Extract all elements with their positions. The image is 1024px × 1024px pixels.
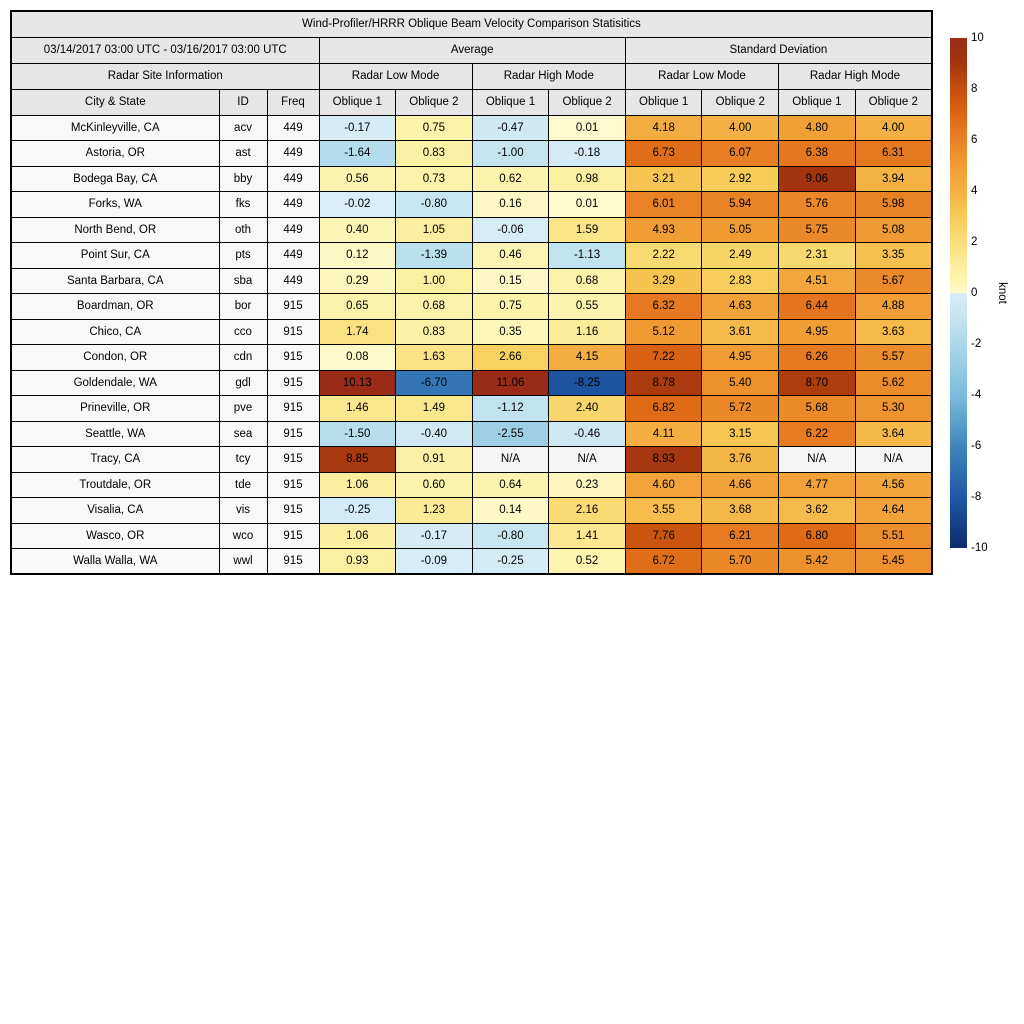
value-cell: 0.83: [396, 319, 473, 345]
table-row: [11, 421, 932, 447]
table-row: [11, 294, 932, 320]
value-cell: 4.60: [625, 472, 702, 498]
value-cell: 3.63: [855, 319, 932, 345]
value-cell: 6.31: [855, 141, 932, 167]
value-cell: 5.08: [855, 217, 932, 243]
table-row: [11, 472, 932, 498]
value-cell: 0.35: [472, 319, 549, 345]
value-cell: 4.80: [779, 115, 856, 141]
mode-header-row: [11, 63, 932, 89]
col-header-id: ID: [219, 89, 267, 115]
city-state-cell: Forks, WA: [11, 192, 219, 218]
value-cell: 0.01: [549, 115, 626, 141]
freq-cell: 915: [267, 319, 319, 345]
colorbar-gradient: [950, 38, 967, 548]
value-cell: 4.77: [779, 472, 856, 498]
table-row: [11, 523, 932, 549]
average-group-header: Average: [319, 37, 625, 63]
value-cell: 3.61: [702, 319, 779, 345]
city-state-cell: Wasco, OR: [11, 523, 219, 549]
value-cell: 0.46: [472, 243, 549, 269]
freq-cell: 915: [267, 523, 319, 549]
value-cell: 6.73: [625, 141, 702, 167]
site-id-cell: bby: [219, 166, 267, 192]
site-id-cell: ast: [219, 141, 267, 167]
site-id-cell: vis: [219, 498, 267, 524]
value-cell: 3.29: [625, 268, 702, 294]
mode-header-high: Radar High Mode: [779, 63, 932, 89]
value-cell: 4.63: [702, 294, 779, 320]
value-cell: 6.80: [779, 523, 856, 549]
value-cell: -1.12: [472, 396, 549, 422]
value-cell: 5.42: [779, 549, 856, 575]
table-row: [11, 345, 932, 371]
freq-cell: 915: [267, 370, 319, 396]
value-cell: 5.40: [702, 370, 779, 396]
value-cell: 8.78: [625, 370, 702, 396]
value-cell: 2.66: [472, 345, 549, 371]
value-cell: 2.92: [702, 166, 779, 192]
value-cell: -0.09: [396, 549, 473, 575]
value-cell: 0.12: [319, 243, 396, 269]
freq-cell: 449: [267, 217, 319, 243]
table-row: [11, 319, 932, 345]
value-cell: 5.94: [702, 192, 779, 218]
value-cell: -8.25: [549, 370, 626, 396]
value-cell: 7.22: [625, 345, 702, 371]
colorbar-tick-label: 6: [971, 133, 978, 146]
freq-cell: 915: [267, 396, 319, 422]
value-cell: 5.72: [702, 396, 779, 422]
freq-cell: 449: [267, 243, 319, 269]
value-cell: 0.93: [319, 549, 396, 575]
table-row: [11, 141, 932, 167]
value-cell: -2.55: [472, 421, 549, 447]
col-header-freq: Freq: [267, 89, 319, 115]
value-cell: 1.49: [396, 396, 473, 422]
city-state-cell: Visalia, CA: [11, 498, 219, 524]
site-id-cell: bor: [219, 294, 267, 320]
value-cell: 4.11: [625, 421, 702, 447]
date-range-label: 03/14/2017 03:00 UTC - 03/16/2017 03:00 UTC: [11, 37, 319, 63]
value-cell: 3.55: [625, 498, 702, 524]
colorbar-tick-label: -10: [971, 541, 988, 554]
city-state-cell: Santa Barbara, CA: [11, 268, 219, 294]
oblique-header-1: Oblique 1: [319, 89, 396, 115]
oblique-header-2: Oblique 2: [549, 89, 626, 115]
site-id-cell: wco: [219, 523, 267, 549]
city-state-cell: Boardman, OR: [11, 294, 219, 320]
value-cell: 0.75: [396, 115, 473, 141]
value-cell: 5.70: [702, 549, 779, 575]
value-cell: 3.62: [779, 498, 856, 524]
oblique-header-2: Oblique 2: [396, 89, 473, 115]
colorbar: [950, 31, 1024, 554]
value-cell: 4.64: [855, 498, 932, 524]
colorbar-tick-label: 2: [971, 235, 978, 248]
site-id-cell: gdl: [219, 370, 267, 396]
value-cell: 4.66: [702, 472, 779, 498]
value-cell: 3.35: [855, 243, 932, 269]
value-cell: 5.75: [779, 217, 856, 243]
value-cell: 4.00: [702, 115, 779, 141]
value-cell: 3.21: [625, 166, 702, 192]
freq-cell: 449: [267, 166, 319, 192]
oblique-header-1: Oblique 1: [472, 89, 549, 115]
value-cell: 5.51: [855, 523, 932, 549]
freq-cell: 915: [267, 447, 319, 473]
value-cell: -0.46: [549, 421, 626, 447]
value-cell: 0.56: [319, 166, 396, 192]
site-id-cell: oth: [219, 217, 267, 243]
value-cell: 0.08: [319, 345, 396, 371]
city-state-cell: Goldendale, WA: [11, 370, 219, 396]
colorbar-tick-label: 10: [971, 31, 984, 44]
value-cell: 0.29: [319, 268, 396, 294]
city-state-cell: Tracy, CA: [11, 447, 219, 473]
value-cell: 0.68: [396, 294, 473, 320]
colorbar-tick-label: -2: [971, 337, 982, 350]
value-cell: 0.52: [549, 549, 626, 575]
city-state-cell: Condon, OR: [11, 345, 219, 371]
col-header-city-state: City & State: [11, 89, 219, 115]
table-row: [11, 192, 932, 218]
mode-header-low: Radar Low Mode: [319, 63, 472, 89]
value-cell: 5.68: [779, 396, 856, 422]
value-cell: 0.68: [549, 268, 626, 294]
value-cell: -1.64: [319, 141, 396, 167]
value-cell: 8.93: [625, 447, 702, 473]
oblique-header-2: Oblique 2: [855, 89, 932, 115]
freq-cell: 915: [267, 345, 319, 371]
value-cell: 0.65: [319, 294, 396, 320]
value-cell: 0.14: [472, 498, 549, 524]
value-cell: 3.94: [855, 166, 932, 192]
value-cell: 7.76: [625, 523, 702, 549]
site-id-cell: acv: [219, 115, 267, 141]
value-cell: 6.01: [625, 192, 702, 218]
value-cell: 5.30: [855, 396, 932, 422]
value-cell: 4.95: [779, 319, 856, 345]
value-cell: -0.02: [319, 192, 396, 218]
mode-header-high: Radar High Mode: [472, 63, 625, 89]
value-cell: 5.62: [855, 370, 932, 396]
value-cell: 0.75: [472, 294, 549, 320]
value-cell: 2.22: [625, 243, 702, 269]
value-cell: N/A: [779, 447, 856, 473]
table-row: [11, 217, 932, 243]
value-cell: 0.98: [549, 166, 626, 192]
freq-cell: 915: [267, 294, 319, 320]
table-row: [11, 498, 932, 524]
standard-deviation-group-header: Standard Deviation: [625, 37, 931, 63]
value-cell: 6.26: [779, 345, 856, 371]
colorbar-tick-label: 8: [971, 82, 978, 95]
value-cell: 3.76: [702, 447, 779, 473]
value-cell: -0.47: [472, 115, 549, 141]
value-cell: -0.25: [472, 549, 549, 575]
value-cell: 9.06: [779, 166, 856, 192]
value-cell: 0.15: [472, 268, 549, 294]
table-row: [11, 268, 932, 294]
value-cell: -6.70: [396, 370, 473, 396]
comparison-statistics-table: [10, 10, 933, 575]
title-row: [11, 11, 932, 37]
table-row: [11, 370, 932, 396]
value-cell: 3.68: [702, 498, 779, 524]
value-cell: 4.93: [625, 217, 702, 243]
value-cell: 0.16: [472, 192, 549, 218]
site-id-cell: wwl: [219, 549, 267, 575]
value-cell: 4.15: [549, 345, 626, 371]
value-cell: 3.15: [702, 421, 779, 447]
site-id-cell: pts: [219, 243, 267, 269]
value-cell: 5.45: [855, 549, 932, 575]
city-state-cell: Chico, CA: [11, 319, 219, 345]
value-cell: 0.40: [319, 217, 396, 243]
value-cell: 0.73: [396, 166, 473, 192]
colorbar-tick-label: 0: [971, 286, 978, 299]
table-row: [11, 447, 932, 473]
freq-cell: 449: [267, 192, 319, 218]
site-id-cell: fks: [219, 192, 267, 218]
value-cell: 0.64: [472, 472, 549, 498]
value-cell: 0.55: [549, 294, 626, 320]
freq-cell: 915: [267, 498, 319, 524]
value-cell: 5.57: [855, 345, 932, 371]
value-cell: -0.17: [396, 523, 473, 549]
oblique-header-2: Oblique 2: [702, 89, 779, 115]
value-cell: -0.80: [396, 192, 473, 218]
value-cell: 1.41: [549, 523, 626, 549]
value-cell: 5.98: [855, 192, 932, 218]
site-id-cell: tcy: [219, 447, 267, 473]
value-cell: 1.23: [396, 498, 473, 524]
value-cell: 0.01: [549, 192, 626, 218]
value-cell: 11.06: [472, 370, 549, 396]
value-cell: -1.39: [396, 243, 473, 269]
city-state-cell: Point Sur, CA: [11, 243, 219, 269]
value-cell: 5.05: [702, 217, 779, 243]
site-id-cell: cdn: [219, 345, 267, 371]
value-cell: 1.46: [319, 396, 396, 422]
value-cell: 3.64: [855, 421, 932, 447]
value-cell: N/A: [472, 447, 549, 473]
value-cell: 2.40: [549, 396, 626, 422]
value-cell: 4.56: [855, 472, 932, 498]
value-cell: 4.51: [779, 268, 856, 294]
value-cell: 8.85: [319, 447, 396, 473]
group-header-row: [11, 37, 932, 63]
colorbar-unit-label: knot: [996, 282, 1008, 304]
freq-cell: 449: [267, 141, 319, 167]
value-cell: 6.38: [779, 141, 856, 167]
value-cell: 6.32: [625, 294, 702, 320]
value-cell: 4.88: [855, 294, 932, 320]
value-cell: 1.74: [319, 319, 396, 345]
value-cell: N/A: [855, 447, 932, 473]
table-row: [11, 243, 932, 269]
site-id-cell: sea: [219, 421, 267, 447]
value-cell: 6.72: [625, 549, 702, 575]
freq-cell: 915: [267, 421, 319, 447]
value-cell: -1.00: [472, 141, 549, 167]
mode-header-low: Radar Low Mode: [625, 63, 778, 89]
city-state-cell: Astoria, OR: [11, 141, 219, 167]
value-cell: 6.44: [779, 294, 856, 320]
value-cell: 0.62: [472, 166, 549, 192]
value-cell: N/A: [549, 447, 626, 473]
colorbar-tick-label: -8: [971, 490, 982, 503]
table-row: [11, 549, 932, 575]
value-cell: 4.00: [855, 115, 932, 141]
column-header-row: [11, 89, 932, 115]
value-cell: 0.83: [396, 141, 473, 167]
value-cell: -0.25: [319, 498, 396, 524]
city-state-cell: Walla Walla, WA: [11, 549, 219, 575]
value-cell: -1.13: [549, 243, 626, 269]
value-cell: -0.18: [549, 141, 626, 167]
site-id-cell: cco: [219, 319, 267, 345]
value-cell: 10.13: [319, 370, 396, 396]
value-cell: 2.83: [702, 268, 779, 294]
value-cell: 5.76: [779, 192, 856, 218]
table-row: [11, 166, 932, 192]
city-state-cell: McKinleyville, CA: [11, 115, 219, 141]
value-cell: -0.06: [472, 217, 549, 243]
radar-site-information-header: Radar Site Information: [11, 63, 319, 89]
value-cell: 5.12: [625, 319, 702, 345]
value-cell: 1.00: [396, 268, 473, 294]
value-cell: -0.80: [472, 523, 549, 549]
site-id-cell: pve: [219, 396, 267, 422]
freq-cell: 449: [267, 268, 319, 294]
value-cell: 1.05: [396, 217, 473, 243]
value-cell: 0.91: [396, 447, 473, 473]
value-cell: 6.21: [702, 523, 779, 549]
city-state-cell: Troutdale, OR: [11, 472, 219, 498]
freq-cell: 915: [267, 472, 319, 498]
value-cell: 6.22: [779, 421, 856, 447]
value-cell: 4.18: [625, 115, 702, 141]
value-cell: 1.06: [319, 472, 396, 498]
value-cell: -1.50: [319, 421, 396, 447]
site-id-cell: sba: [219, 268, 267, 294]
value-cell: 4.95: [702, 345, 779, 371]
table-row: [11, 115, 932, 141]
value-cell: 1.59: [549, 217, 626, 243]
freq-cell: 915: [267, 549, 319, 575]
colorbar-tick-label: -6: [971, 439, 982, 452]
value-cell: 5.67: [855, 268, 932, 294]
value-cell: 8.70: [779, 370, 856, 396]
value-cell: 6.82: [625, 396, 702, 422]
city-state-cell: North Bend, OR: [11, 217, 219, 243]
freq-cell: 449: [267, 115, 319, 141]
value-cell: 1.16: [549, 319, 626, 345]
city-state-cell: Prineville, OR: [11, 396, 219, 422]
oblique-header-1: Oblique 1: [779, 89, 856, 115]
city-state-cell: Seattle, WA: [11, 421, 219, 447]
value-cell: 2.49: [702, 243, 779, 269]
value-cell: 2.31: [779, 243, 856, 269]
value-cell: -0.17: [319, 115, 396, 141]
colorbar-tick-label: -4: [971, 388, 982, 401]
value-cell: 2.16: [549, 498, 626, 524]
value-cell: 6.07: [702, 141, 779, 167]
oblique-header-1: Oblique 1: [625, 89, 702, 115]
value-cell: 0.60: [396, 472, 473, 498]
city-state-cell: Bodega Bay, CA: [11, 166, 219, 192]
value-cell: 0.23: [549, 472, 626, 498]
value-cell: 1.63: [396, 345, 473, 371]
value-cell: -0.40: [396, 421, 473, 447]
site-id-cell: tde: [219, 472, 267, 498]
table-row: [11, 396, 932, 422]
value-cell: 1.06: [319, 523, 396, 549]
colorbar-tick-label: 4: [971, 184, 978, 197]
table-title: Wind-Profiler/HRRR Oblique Beam Velocity Comparison Statisitics: [11, 11, 932, 37]
